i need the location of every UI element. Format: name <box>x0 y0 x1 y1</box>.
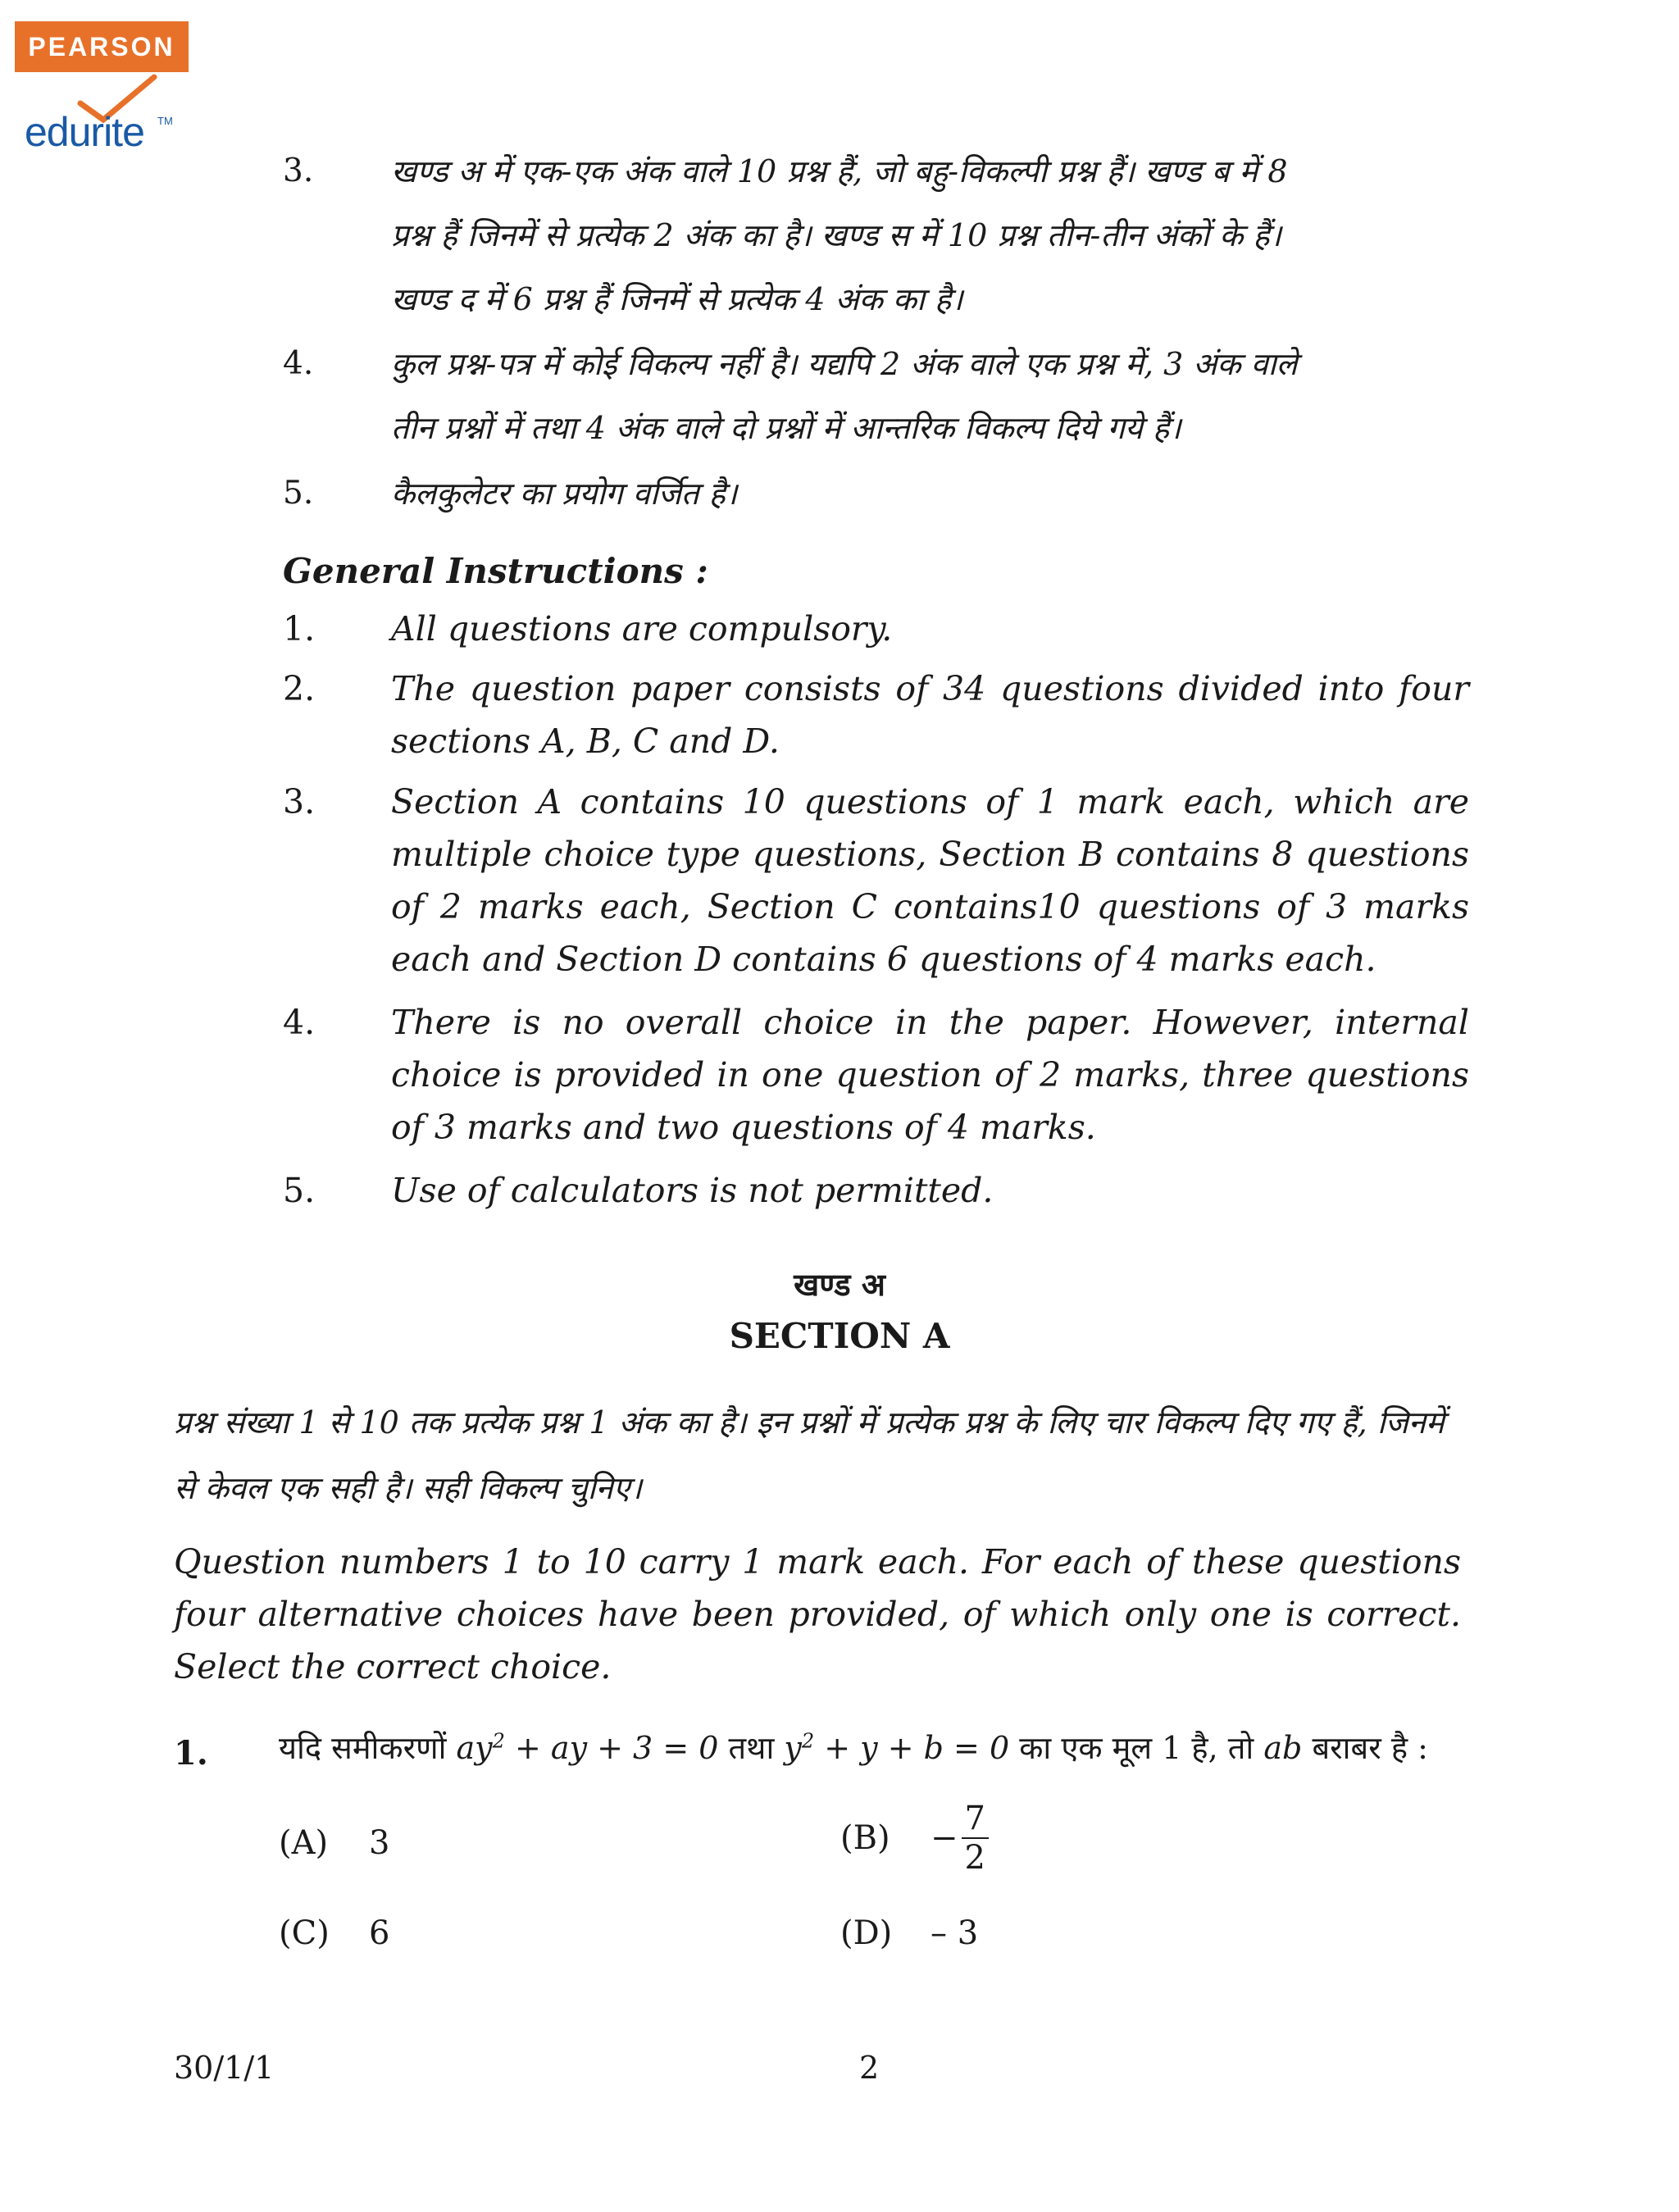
item-number: 4. <box>283 345 314 382</box>
item-number: 4. <box>283 1003 316 1042</box>
option-c[interactable] <box>279 1914 389 1952</box>
section-intro-english: Question numbers 1 to 10 carry 1 mark each. For each of these questions four alternative choices have been provided, of which only one is correct. Select the correct choice. <box>174 1542 1461 1686</box>
conjunction: तथा <box>728 1730 775 1766</box>
numerator: 7 <box>964 1800 985 1837</box>
question-suffix: का एक मूल 1 है, तो <box>1019 1730 1254 1766</box>
option-label: (D) <box>840 1914 893 1952</box>
text-line: खण्ड अ में एक-एक अंक वाले 10 प्रश्न हैं, जो बहु-विकल्पी प्रश्न हैं। खण्ड ब में 8 <box>391 153 1288 189</box>
eq-term: + ay + 3 = 0 <box>504 1730 719 1766</box>
option-value: 3 <box>369 1824 390 1862</box>
page-number: 2 <box>859 2050 880 2086</box>
option-label: (B) <box>840 1819 890 1857</box>
option-d[interactable] <box>840 1914 978 1952</box>
option-label: (C) <box>279 1914 330 1952</box>
fraction <box>962 1800 989 1877</box>
text-line: तीन प्रश्नों में तथा 4 अंक वाले दो प्रश्नों में आन्तरिक विकल्प दिये गये हैं। <box>391 410 1181 446</box>
item-number: 1. <box>283 609 316 649</box>
variable-ab: ab <box>1263 1730 1303 1766</box>
option-value: – 3 <box>931 1914 979 1952</box>
edurite-logo: edurite <box>25 109 144 155</box>
item-number: 5. <box>283 1171 316 1210</box>
equation-1 <box>457 1730 719 1766</box>
eq-term: + y + b = 0 <box>814 1730 1010 1766</box>
option-a[interactable] <box>279 1824 389 1862</box>
minus-sign: − <box>931 1819 958 1857</box>
option-value: 6 <box>369 1914 390 1952</box>
equation-2 <box>784 1730 1009 1766</box>
exponent: 2 <box>801 1729 815 1753</box>
text-line: प्रश्न हैं जिनमें से प्रत्येक 2 अंक का है। खण्ड स में 10 प्रश्न तीन-तीन अंकों के हैं। <box>391 217 1281 253</box>
question-number: 1. <box>174 1734 208 1773</box>
text-line: खण्ड द में 6 प्रश्न हैं जिनमें से प्रत्येक 4 अंक का है। <box>391 281 963 317</box>
question-suffix: बराबर है : <box>1312 1730 1428 1766</box>
option-b[interactable] <box>840 1800 989 1877</box>
pearson-logo: PEARSON <box>15 21 189 72</box>
option-label: (A) <box>279 1824 329 1862</box>
item-number: 3. <box>283 152 314 189</box>
section-intro-hindi: प्रश्न संख्या 1 से 10 तक प्रत्येक प्रश्न 1 अंक का है। इन प्रश्नों में प्रत्येक प्रश्न के लिए चार विकल्प दिए गए हैं, जिनमें से केवल एक सही है। सही विकल्प चुनिए। <box>174 1404 1445 1506</box>
eq-term: ay <box>456 1730 493 1766</box>
denominator: 2 <box>962 1837 989 1877</box>
item-number: 2. <box>283 669 316 708</box>
section-title-english: SECTION A <box>729 1316 950 1356</box>
instruction-text: There is no overall choice in the paper. However, internal choice is provided in one question of 2 marks, three questions of 3 marks and two questions of 4 marks. <box>391 1003 1469 1147</box>
instruction-text: The question paper consists of 34 questions divided into four sections A, B, C and D. <box>391 669 1469 761</box>
question-text <box>279 1726 1428 1768</box>
section-title-hindi: खण्ड अ <box>794 1266 885 1303</box>
instruction-text: Section A contains 10 questions of 1 mark each, which are multiple choice type questions, Section B contains 8 questions of 2 marks each, Section C contains10 questions of 3 marks each and Section D contains 6 questions of 4 marks each. <box>391 782 1469 979</box>
exponent: 2 <box>492 1729 505 1753</box>
text-line: कैलकुलेटर का प्रयोग वर्जित है। <box>391 476 738 512</box>
text-line: कुल प्रश्न-पत्र में कोई विकल्प नहीं है। यद्यपि 2 अंक वाले एक प्रश्न में, 3 अंक वाले <box>391 346 1298 382</box>
trademark-mark: TM <box>157 115 173 127</box>
instruction-text: Use of calculators is not permitted. <box>391 1171 994 1210</box>
item-number: 5. <box>283 475 314 512</box>
question-prefix: यदि समीकरणों <box>279 1730 447 1766</box>
item-number: 3. <box>283 782 316 822</box>
eq-term: y <box>784 1730 802 1766</box>
instruction-text: All questions are compulsory. <box>391 609 893 649</box>
paper-code: 30/1/1 <box>174 2050 275 2086</box>
general-instructions-title: General Instructions : <box>283 551 708 591</box>
